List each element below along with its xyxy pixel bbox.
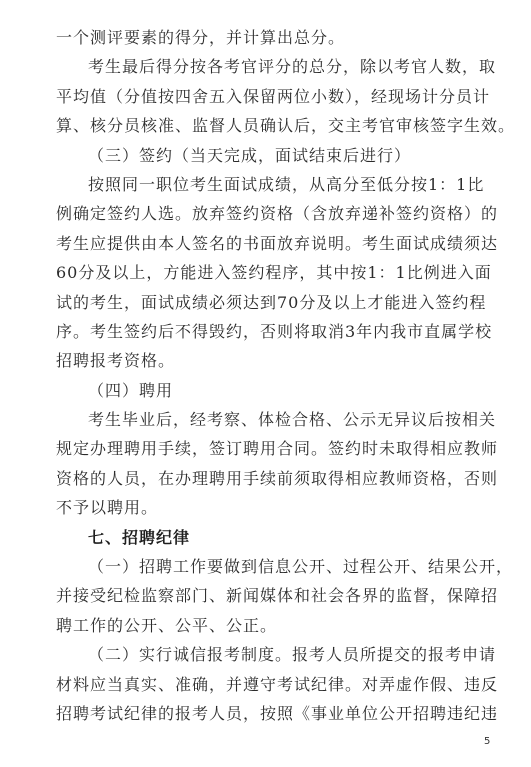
text-line: 算、核分员核准、监督人员确认后，交主考官审核签字生效。 xyxy=(56,116,516,135)
text-line: 例确定签约人选。放弃签约资格（含放弃递补签约资格）的 xyxy=(56,204,499,223)
text-line: 不予以聘用。 xyxy=(56,498,159,517)
text-line: 平均值（分值按四舍五入保留两位小数），经现场计分员计 xyxy=(56,87,491,106)
section-heading: （四）聘用 xyxy=(88,381,174,400)
page-number: 5 xyxy=(484,736,491,747)
text-line: （一）招聘工作要做到信息公开、过程公开、结果公开， xyxy=(88,557,514,576)
text-line: 试的考生，面试成绩必须达到70分及以上才能进入签约程 xyxy=(56,293,487,312)
text-line: 序。考生签约后不得毁约，否则将取消3年内我市直属学校 xyxy=(56,322,493,341)
text-line: （二）实行诚信报考制度。报考人员所提交的报考申请 xyxy=(88,645,497,664)
text-line: 考生毕业后，经考察、体检合格、公示无异议后按相关 xyxy=(88,410,497,429)
text-line: 招聘报考资格。 xyxy=(56,351,176,370)
text-line: 材料应当真实、准确，并遵守考试纪律。对弄虚作假、违反 xyxy=(56,675,499,694)
text-line: 考生最后得分按各考官评分的总分，除以考官人数，取 xyxy=(88,57,497,76)
text-line: 一个测评要素的得分，并计算出总分。 xyxy=(56,28,346,47)
text-line: 招聘考试纪律的报考人员，按照《事业单位公开招聘违纪违 xyxy=(56,704,499,723)
chapter-heading: 七、招聘纪律 xyxy=(88,528,191,547)
text-line: 规定办理聘用手续，签订聘用合同。签约时未取得相应教师 xyxy=(56,439,499,458)
text-line: 考生应提供由本人签名的书面放弃说明。考生面试成绩须达 xyxy=(56,234,499,253)
text-line: 资格的人员，在办理聘用手续前须取得相应教师资格，否则 xyxy=(56,469,499,488)
section-heading: （三）签约（当天完成，面试结束后进行） xyxy=(88,146,412,165)
text-line: 聘工作的公开、公平、公正。 xyxy=(56,616,278,635)
text-line: 60分及以上，方能进入签约程序，其中按1：1比例进入面 xyxy=(56,263,492,282)
text-line: 并接受纪检监察部门、新闻媒体和社会各界的监督，保障招 xyxy=(56,586,499,605)
text-line: 按照同一职位考生面试成绩，从高分至低分按1：1比 xyxy=(88,175,485,194)
